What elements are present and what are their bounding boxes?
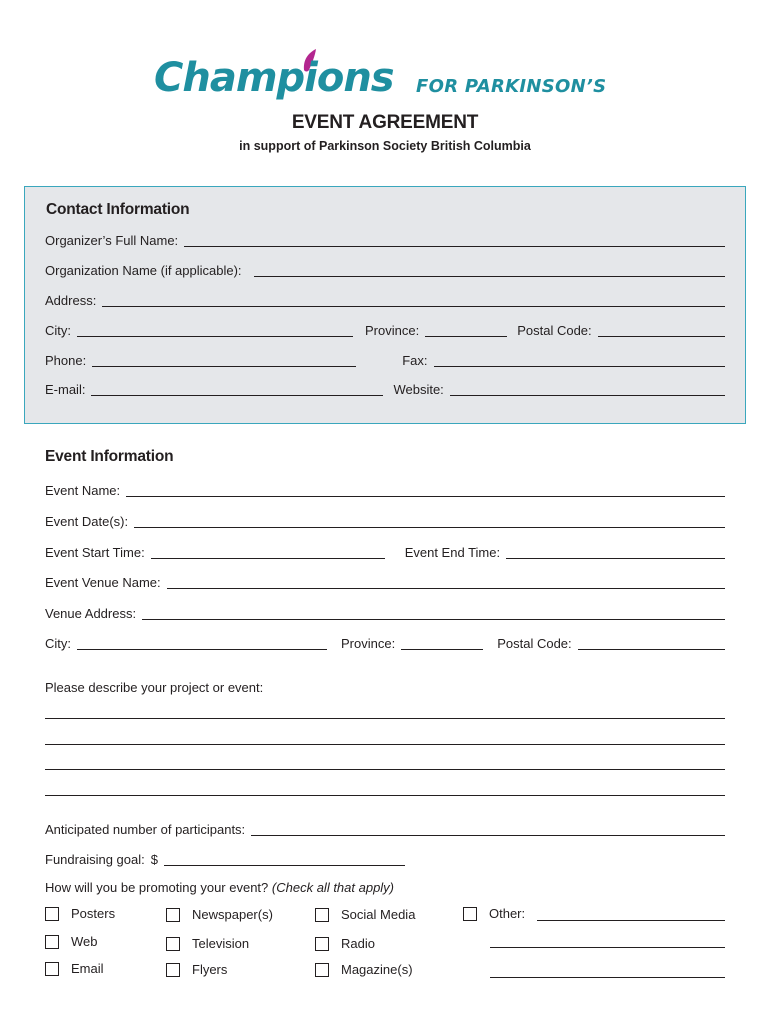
logo-tagline: FOR PARKINSON’S [416,76,607,97]
other-field-1[interactable] [537,920,725,921]
checkbox-square[interactable] [315,937,329,951]
address-label: Address: [45,293,97,308]
checkbox-label: Radio [341,936,375,951]
event-dates-row [45,510,725,530]
checkbox-web[interactable] [45,934,98,949]
checkbox-label: Television [192,936,250,951]
organizer-row [45,229,725,249]
venue-city-row [45,632,725,652]
email-website-row [45,378,725,398]
checkbox-label: Newspaper(s) [192,907,273,922]
phone-fax-row [45,349,725,369]
other-field-2[interactable] [490,947,725,948]
describe-line-3[interactable] [45,769,725,770]
event-name-label: Event Name: [45,483,121,498]
checkbox-flyers[interactable] [166,962,227,977]
phone-field[interactable] [92,366,356,367]
address-row [45,289,725,309]
province-field[interactable] [425,336,507,337]
checkbox-label: Email [71,961,104,976]
email-field[interactable] [91,395,383,396]
checkbox-label: Web [71,934,98,949]
event-start-label: Event Start Time: [45,545,145,560]
event-heading: Event Information [45,448,174,465]
email-label: E-mail: [45,382,86,397]
checkbox-label: Social Media [341,907,416,922]
other-field-3[interactable] [490,977,725,978]
event-dates-field[interactable] [134,527,725,528]
checkbox-radio[interactable] [315,936,375,951]
checkbox-square[interactable] [45,935,59,949]
checkbox-square[interactable] [45,907,59,921]
organization-row [45,259,725,279]
venue-address-row [45,602,725,622]
fundraising-row [45,848,405,868]
venue-name-row [45,571,725,591]
champions-logo [154,50,624,110]
promotion-note: (Check all that apply) [271,880,395,895]
participants-row [45,818,725,838]
fundraising-label: Fundraising goal: [45,852,145,867]
city-label: City: [45,323,71,338]
checkbox-newspaper[interactable] [166,907,273,922]
website-label: Website: [393,382,444,397]
venue-name-label: Event Venue Name: [45,575,161,590]
participants-label: Anticipated number of participants: [45,822,246,837]
organizer-field[interactable] [184,246,725,247]
venue-address-field[interactable] [142,619,725,620]
checkbox-square[interactable] [166,937,180,951]
checkbox-label: Posters [71,906,116,921]
checkbox-square[interactable] [463,907,477,921]
promotion-label: How will you be promoting your event? [45,880,269,895]
document-subtitle: in support of Parkinson Society British Columbia [239,139,531,153]
organization-field[interactable] [254,276,725,277]
venue-city-field[interactable] [77,649,327,650]
venue-address-label: Venue Address: [45,606,137,621]
event-times-row [45,541,725,561]
venue-postal-label: Postal Code: [497,636,572,651]
event-start-field[interactable] [151,558,385,559]
event-end-label: Event End Time: [404,545,501,560]
describe-label: Please describe your project or event: [45,680,264,695]
address-field[interactable] [102,306,725,307]
venue-city-label: City: [45,636,71,651]
checkbox-label: Magazine(s) [341,962,413,977]
describe-line-2[interactable] [45,744,725,745]
organizer-label: Organizer’s Full Name: [45,233,179,248]
checkbox-square[interactable] [166,963,180,977]
fax-label: Fax: [402,353,428,368]
describe-line-1[interactable] [45,718,725,719]
event-dates-label: Event Date(s): [45,514,129,529]
event-end-field[interactable] [506,558,725,559]
currency-symbol: $ [150,852,158,867]
city-province-postal-row [45,319,725,339]
website-field[interactable] [450,395,725,396]
fundraising-field[interactable] [164,865,405,866]
contact-heading: Contact Information [46,201,190,218]
event-name-row [45,479,725,499]
checkbox-label: Flyers [192,962,228,977]
checkbox-square[interactable] [315,963,329,977]
venue-postal-field[interactable] [578,649,725,650]
checkbox-other[interactable] [463,906,525,921]
fax-field[interactable] [434,366,726,367]
phone-label: Phone: [45,353,87,368]
checkbox-posters[interactable] [45,906,115,921]
checkbox-television[interactable] [166,936,249,951]
document-title: EVENT AGREEMENT [291,112,479,133]
checkbox-social-media[interactable] [315,907,415,922]
logo-wordmark: Champions [154,55,394,101]
province-label: Province: [365,323,420,338]
venue-name-field[interactable] [167,588,725,589]
participants-field[interactable] [251,835,725,836]
promotion-question [45,880,394,896]
organization-label: Organization Name (if applicable): [45,263,242,278]
venue-province-field[interactable] [401,649,483,650]
venue-province-label: Province: [341,636,396,651]
city-field[interactable] [77,336,353,337]
checkbox-square[interactable] [166,908,180,922]
postal-code-label: Postal Code: [517,323,592,338]
checkbox-label: Other: [489,906,526,921]
checkbox-square[interactable] [45,962,59,976]
postal-code-field[interactable] [598,336,725,337]
checkbox-magazine[interactable] [315,962,413,977]
checkbox-email[interactable] [45,961,104,976]
event-name-field[interactable] [126,496,725,497]
checkbox-square[interactable] [315,908,329,922]
describe-line-4[interactable] [45,795,725,796]
